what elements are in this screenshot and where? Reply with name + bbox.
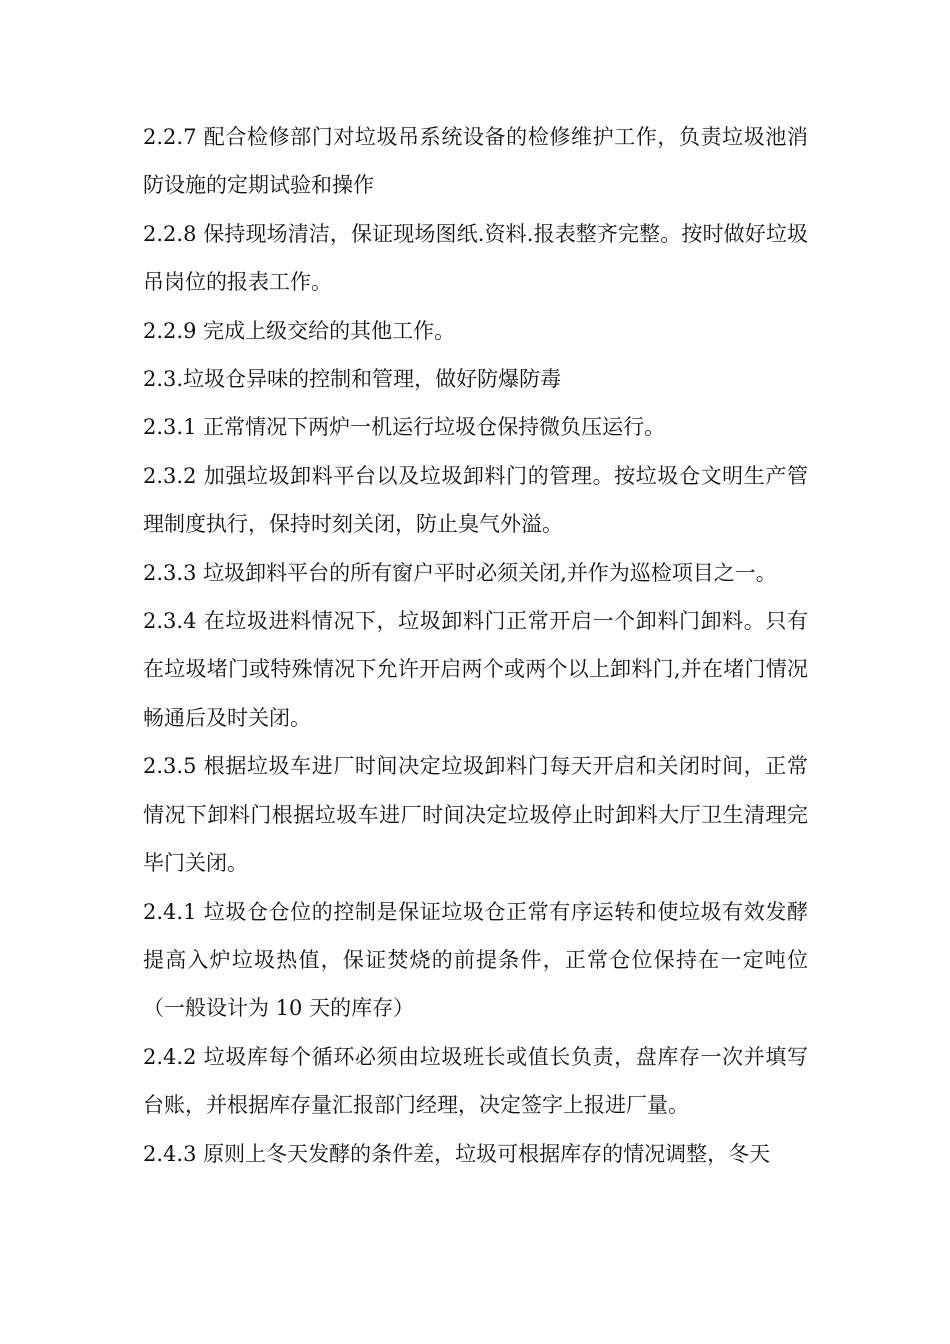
paragraph-2-3-3: 2.3.3 垃圾卸料平台的所有窗户平时必须关闭,并作为巡检项目之一。 — [143, 560, 777, 585]
paragraph-2-3-2: 2.3.2 加强垃圾卸料平台以及垃圾卸料门的管理。按垃圾仓文明生产管理制度执行，保持时刻关闭，防止臭气外溢。 — [143, 463, 808, 537]
document-body — [143, 113, 808, 1178]
section-heading-2-3: 2.3.垃圾仓异味的控制和管理，做好防爆防毒 — [143, 367, 562, 392]
paragraph-2-4-2: 2.4.2 垃圾库每个循环必须由垃圾班长或值长负责，盘库存一次并填写台账，并根据库存量汇报部门经理，决定签字上报进厂量。 — [143, 1044, 808, 1118]
paragraph-2-2-8: 2.2.8 保持现场清洁，保证现场图纸.资料.报表整齐完整。按时做好垃圾吊岗位的报表工作。 — [143, 221, 808, 295]
paragraph-2-4-3: 2.4.3 原则上冬天发酵的条件差，垃圾可根据库存的情况调整，冬天 — [143, 1141, 771, 1166]
paragraph-2-3-4: 2.3.4 在垃圾进料情况下，垃圾卸料门正常开启一个卸料门卸料。只有在垃圾堵门或特殊情况下允许开启两个或两个以上卸料门,并在堵门情况畅通后及时关闭。 — [143, 609, 808, 730]
paragraph-2-3-1: 2.3.1 正常情况下两炉一机运行垃圾仓保持微负压运行。 — [143, 415, 666, 440]
paragraph-2-3-5: 2.3.5 根据垃圾车进厂时间决定垃圾卸料门每天开启和关闭时间，正常情况下卸料门根据垃圾车进厂时间决定垃圾停止时卸料大厅卫生清理完毕门关闭。 — [143, 754, 808, 876]
paragraph-2-2-7: 2.2.7 配合检修部门对垃圾吊系统设备的检修维护工作，负责垃圾池消防设施的定期试验和操作 — [143, 125, 808, 198]
paragraph-2-4-1: 2.4.1 垃圾仓仓位的控制是保证垃圾仓正常有序运转和使垃圾有效发酵提高入炉垃圾热值，保证焚烧的前提条件，正常仓位保持在一定吨位（一般设计为 10 天的库存） — [143, 899, 808, 1021]
paragraph-2-2-9: 2.2.9 完成上级交给的其他工作。 — [143, 318, 456, 343]
